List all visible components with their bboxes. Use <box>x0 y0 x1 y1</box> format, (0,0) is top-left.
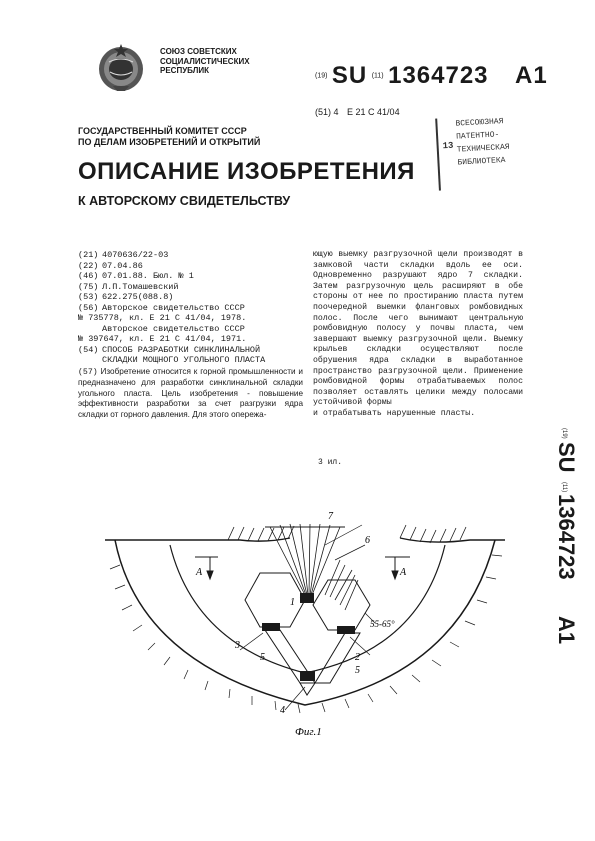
label-4: 4 <box>280 705 285 716</box>
org-line: РЕСПУБЛИК <box>160 66 209 75</box>
title-line: СПОСОБ РАЗРАБОТКИ СИНКЛИНАЛЬНОЙ <box>102 344 261 355</box>
stamp-number: 13 <box>442 140 454 152</box>
label-7: 7 <box>328 511 333 522</box>
abstract-end: и отрабатывать нарушенные пласты. <box>313 408 476 418</box>
document-title: ОПИСАНИЕ ИЗОБРЕТЕНИЯ <box>78 158 415 185</box>
abstract-column-2 <box>313 250 523 420</box>
side-code-11: (11) <box>561 482 567 493</box>
core-blocks <box>262 593 355 681</box>
ipc-value: Е 21 С 41/04 <box>347 107 400 117</box>
abstract-continuation: ющую выемку разгрузочной щели производят в замковой части складки вдоль ее оси. Одновременно разрушают ядро 7 складки. Затем разгрузочную щель расширяют в обе стороны от нее по простиранию пласта путем поочередной выемки фланговых ромбовидных полос. После чего вынимают центральную ромбовидную полосу у почвы пласта, чем завершают выемку разгрузочной щели. Выемку крыльев складки осуществляют после обрушения ядра складки в выработанное пространство разгрузочной щели. Применение ромбовидной формы отрабатываемых полос позволяет оставлять целики между полосами устойчивой формы <box>313 250 523 408</box>
code-11: (11) <box>371 72 384 80</box>
patent-number: 1364723 <box>388 62 489 89</box>
side-patent-number <box>547 420 587 680</box>
committee-line: ГОСУДАРСТВЕННЫЙ КОМИТЕТ СССР <box>78 126 247 136</box>
org-name <box>160 47 250 76</box>
committee-line: ПО ДЕЛАМ ИЗОБРЕТЕНИЙ И ОТКРЫТИЙ <box>78 137 261 147</box>
ipc-classification <box>315 107 400 117</box>
label-6: 6 <box>365 535 370 546</box>
stamp-line: ТЕХНИЧЕСКАЯ <box>456 142 510 155</box>
stamp-line: БИБЛИОТЕКА <box>457 156 506 168</box>
biblio-row <box>78 261 303 272</box>
biblio-continuation: № 735778, кл. Е 21 С 41/04, 1978. <box>78 313 247 323</box>
biblio-value: Л.П.Томашевский <box>102 281 179 292</box>
org-line: СОЦИАЛИСТИЧЕСКИХ <box>160 56 250 66</box>
abstract <box>78 367 303 421</box>
biblio-row <box>78 282 303 293</box>
biblio-code: (56) <box>78 302 99 313</box>
biblio-code: (53) <box>78 292 99 302</box>
biblio-value: 622.275(088.8) <box>102 292 174 302</box>
org-line: СОЮЗ СОВЕТСКИХ <box>160 47 237 56</box>
document-subtitle: К АВТОРСКОМУ СВИДЕТЕЛЬСТВУ <box>78 194 291 208</box>
biblio-row <box>78 271 303 282</box>
label-5-left: 5 <box>260 652 265 663</box>
section-label-left: А <box>196 567 203 578</box>
side-code-19: (19) <box>561 428 567 439</box>
biblio-code: (22) <box>78 260 99 271</box>
title-code: (54) <box>78 344 99 355</box>
label-1: 1 <box>290 597 295 608</box>
fold-inner <box>170 545 445 673</box>
bibliographic-data <box>78 250 303 420</box>
kind-code: A1 <box>514 62 548 89</box>
country-code: SU <box>331 62 368 89</box>
label-2: 2 <box>355 652 360 663</box>
section-label-right: А <box>400 567 407 578</box>
biblio-row <box>78 250 303 261</box>
figure-caption: Фиг.1 <box>295 726 322 738</box>
ipc-code: (51) 4 <box>315 107 339 117</box>
figure-1 <box>100 505 510 755</box>
abstract-text: Изобретение относится к горной промышленности и предназначено для разработки синклинальной складки угольного пласта. Цель изобретения - повышение эффективности разработки за счет разгрузки ядра складки от горного давления. Для этого опережа- <box>78 366 303 419</box>
label-3: 3 <box>235 640 240 651</box>
biblio-value: 4070636/22-03 <box>102 250 169 260</box>
biblio-value: 07.01.88. Бюл. № 1 <box>102 271 194 281</box>
code-19: (19) <box>315 72 328 80</box>
library-stamp <box>435 113 539 190</box>
ussr-emblem-icon <box>95 42 147 94</box>
illustration-count: 3 ил. <box>318 458 343 467</box>
stamp-line: ВСЕСОЮЗНАЯ <box>455 117 504 129</box>
leader-lines <box>240 525 375 710</box>
biblio-row <box>78 292 303 303</box>
side-country: SU <box>554 442 579 473</box>
ground-surface <box>105 525 505 543</box>
publication-number <box>315 62 548 90</box>
title-line: СКЛАДКИ МОЩНОГО УГОЛЬНОГО ПЛАСТА <box>102 355 266 365</box>
angle-label: 55-65° <box>370 619 395 629</box>
biblio-value: 07.04.86 <box>102 260 143 271</box>
label-5-right: 5 <box>355 665 360 676</box>
biblio-continuation: № 397647, кл. Е 21 С 41/04, 1971. <box>78 334 247 344</box>
biblio-code: (46) <box>78 271 99 281</box>
biblio-code: (75) <box>78 281 99 292</box>
abstract-code: (57) <box>78 367 98 377</box>
side-number: 1364723 <box>554 494 579 580</box>
biblio-continuation: Авторское свидетельство СССР <box>102 323 245 334</box>
biblio-value: Авторское свидетельство СССР <box>102 302 245 313</box>
biblio-row <box>78 303 303 314</box>
biblio-code: (21) <box>78 250 99 260</box>
stamp-line: ПАТЕНТНО- <box>455 130 500 142</box>
side-kind: A1 <box>554 616 579 645</box>
committee <box>78 126 260 148</box>
invention-title <box>78 345 303 356</box>
